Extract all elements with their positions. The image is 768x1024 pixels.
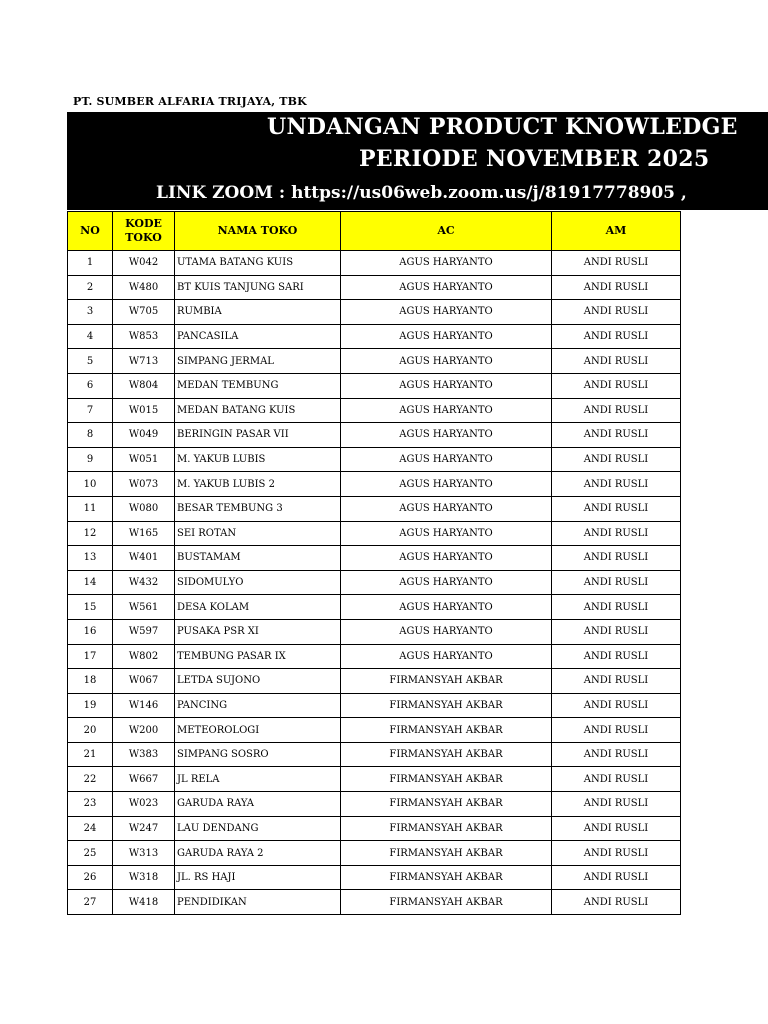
table-row (68, 521, 681, 546)
cell-no: 18 (68, 669, 113, 694)
cell-am: ANDI RUSLI (552, 324, 681, 349)
cell-ac: FIRMANSYAH AKBAR (341, 767, 552, 792)
cell-no: 20 (68, 718, 113, 743)
cell-kode-toko: W067 (113, 669, 175, 694)
cell-no: 13 (68, 546, 113, 571)
cell-kode-toko: W318 (113, 865, 175, 890)
cell-nama-toko: M. YAKUB LUBIS (175, 447, 341, 472)
table-row (68, 275, 681, 300)
table-row (68, 619, 681, 644)
store-table (67, 211, 681, 915)
cell-no: 5 (68, 349, 113, 374)
cell-nama-toko: JL. RS HAJI (175, 865, 341, 890)
cell-am: ANDI RUSLI (552, 644, 681, 669)
cell-am: ANDI RUSLI (552, 718, 681, 743)
cell-kode-toko: W853 (113, 324, 175, 349)
cell-no: 16 (68, 619, 113, 644)
cell-ac: FIRMANSYAH AKBAR (341, 841, 552, 866)
cell-nama-toko: GARUDA RAYA (175, 792, 341, 817)
cell-nama-toko: LETDA SUJONO (175, 669, 341, 694)
cell-kode-toko: W200 (113, 718, 175, 743)
table-row (68, 570, 681, 595)
table-row (68, 644, 681, 669)
cell-ac: FIRMANSYAH AKBAR (341, 890, 552, 915)
table-row (68, 251, 681, 276)
cell-nama-toko: SIMPANG SOSRO (175, 742, 341, 767)
cell-kode-toko: W247 (113, 816, 175, 841)
cell-ac: AGUS HARYANTO (341, 300, 552, 325)
cell-nama-toko: GARUDA RAYA 2 (175, 841, 341, 866)
cell-am: ANDI RUSLI (552, 693, 681, 718)
cell-kode-toko: W480 (113, 275, 175, 300)
cell-ac: AGUS HARYANTO (341, 546, 552, 571)
cell-am: ANDI RUSLI (552, 423, 681, 448)
cell-kode-toko: W802 (113, 644, 175, 669)
table-row (68, 693, 681, 718)
table-row (68, 349, 681, 374)
cell-kode-toko: W165 (113, 521, 175, 546)
table-row (68, 300, 681, 325)
cell-ac: AGUS HARYANTO (341, 349, 552, 374)
table-row (68, 546, 681, 571)
title-banner (67, 112, 768, 210)
cell-ac: AGUS HARYANTO (341, 398, 552, 423)
cell-am: ANDI RUSLI (552, 521, 681, 546)
cell-no: 4 (68, 324, 113, 349)
cell-kode-toko: W049 (113, 423, 175, 448)
cell-nama-toko: PANCING (175, 693, 341, 718)
cell-am: ANDI RUSLI (552, 398, 681, 423)
cell-no: 15 (68, 595, 113, 620)
cell-ac: FIRMANSYAH AKBAR (341, 693, 552, 718)
cell-no: 14 (68, 570, 113, 595)
cell-am: ANDI RUSLI (552, 841, 681, 866)
cell-am: ANDI RUSLI (552, 767, 681, 792)
cell-nama-toko: PUSAKA PSR XI (175, 619, 341, 644)
cell-kode-toko: W146 (113, 693, 175, 718)
cell-ac: FIRMANSYAH AKBAR (341, 742, 552, 767)
cell-no: 1 (68, 251, 113, 276)
cell-ac: AGUS HARYANTO (341, 423, 552, 448)
cell-ac: AGUS HARYANTO (341, 595, 552, 620)
cell-kode-toko: W073 (113, 472, 175, 497)
cell-nama-toko: M. YAKUB LUBIS 2 (175, 472, 341, 497)
cell-no: 3 (68, 300, 113, 325)
cell-nama-toko: BT KUIS TANJUNG SARI (175, 275, 341, 300)
cell-am: ANDI RUSLI (552, 595, 681, 620)
cell-kode-toko: W597 (113, 619, 175, 644)
table-row (68, 447, 681, 472)
cell-ac: AGUS HARYANTO (341, 521, 552, 546)
cell-kode-toko: W667 (113, 767, 175, 792)
table-row (68, 496, 681, 521)
cell-ac: AGUS HARYANTO (341, 275, 552, 300)
cell-am: ANDI RUSLI (552, 546, 681, 571)
cell-am: ANDI RUSLI (552, 619, 681, 644)
cell-nama-toko: METEOROLOGI (175, 718, 341, 743)
cell-kode-toko: W023 (113, 792, 175, 817)
table-row (68, 373, 681, 398)
cell-ac: AGUS HARYANTO (341, 570, 552, 595)
cell-kode-toko: W432 (113, 570, 175, 595)
table-row (68, 792, 681, 817)
table-row (68, 841, 681, 866)
cell-no: 27 (68, 890, 113, 915)
table-row (68, 742, 681, 767)
cell-ac: AGUS HARYANTO (341, 619, 552, 644)
cell-ac: AGUS HARYANTO (341, 447, 552, 472)
zoom-link: LINK ZOOM : https://us06web.zoom.us/j/81917778905 , (156, 183, 687, 203)
cell-am: ANDI RUSLI (552, 669, 681, 694)
cell-kode-toko: W401 (113, 546, 175, 571)
cell-ac: FIRMANSYAH AKBAR (341, 718, 552, 743)
cell-nama-toko: UTAMA BATANG KUIS (175, 251, 341, 276)
cell-am: ANDI RUSLI (552, 251, 681, 276)
cell-am: ANDI RUSLI (552, 472, 681, 497)
table-row (68, 865, 681, 890)
cell-no: 26 (68, 865, 113, 890)
cell-ac: AGUS HARYANTO (341, 251, 552, 276)
cell-am: ANDI RUSLI (552, 570, 681, 595)
cell-am: ANDI RUSLI (552, 792, 681, 817)
title-line-1: UNDANGAN PRODUCT KNOWLEDGE (267, 114, 738, 140)
table-row (68, 595, 681, 620)
cell-am: ANDI RUSLI (552, 742, 681, 767)
cell-nama-toko: JL RELA (175, 767, 341, 792)
cell-kode-toko: W042 (113, 251, 175, 276)
cell-no: 24 (68, 816, 113, 841)
cell-ac: FIRMANSYAH AKBAR (341, 669, 552, 694)
cell-am: ANDI RUSLI (552, 816, 681, 841)
cell-am: ANDI RUSLI (552, 890, 681, 915)
column-header-am: AM (552, 212, 681, 251)
cell-no: 7 (68, 398, 113, 423)
cell-ac: AGUS HARYANTO (341, 496, 552, 521)
cell-no: 21 (68, 742, 113, 767)
cell-ac: FIRMANSYAH AKBAR (341, 865, 552, 890)
cell-no: 25 (68, 841, 113, 866)
cell-kode-toko: W051 (113, 447, 175, 472)
cell-am: ANDI RUSLI (552, 496, 681, 521)
table-row (68, 423, 681, 448)
table-row (68, 669, 681, 694)
cell-nama-toko: RUMBIA (175, 300, 341, 325)
cell-kode-toko: W313 (113, 841, 175, 866)
cell-no: 19 (68, 693, 113, 718)
table-row (68, 324, 681, 349)
table-row (68, 767, 681, 792)
column-header-ac: AC (341, 212, 552, 251)
cell-nama-toko: MEDAN BATANG KUIS (175, 398, 341, 423)
column-header-no: NO (68, 212, 113, 251)
cell-no: 10 (68, 472, 113, 497)
table-row (68, 890, 681, 915)
cell-nama-toko: BESAR TEMBUNG 3 (175, 496, 341, 521)
cell-kode-toko: W080 (113, 496, 175, 521)
table-row (68, 472, 681, 497)
cell-nama-toko: SIDOMULYO (175, 570, 341, 595)
cell-am: ANDI RUSLI (552, 447, 681, 472)
table-row (68, 816, 681, 841)
title-line-2: PERIODE NOVEMBER 2025 (359, 146, 710, 172)
cell-nama-toko: LAU DENDANG (175, 816, 341, 841)
cell-ac: AGUS HARYANTO (341, 373, 552, 398)
cell-nama-toko: BUSTAMAM (175, 546, 341, 571)
cell-nama-toko: TEMBUNG PASAR IX (175, 644, 341, 669)
cell-ac: FIRMANSYAH AKBAR (341, 792, 552, 817)
cell-ac: AGUS HARYANTO (341, 324, 552, 349)
cell-kode-toko: W418 (113, 890, 175, 915)
cell-no: 2 (68, 275, 113, 300)
cell-ac: AGUS HARYANTO (341, 644, 552, 669)
cell-kode-toko: W804 (113, 373, 175, 398)
company-name: PT. SUMBER ALFARIA TRIJAYA, TBK (73, 95, 307, 108)
table-row (68, 718, 681, 743)
cell-nama-toko: MEDAN TEMBUNG (175, 373, 341, 398)
cell-nama-toko: SIMPANG JERMAL (175, 349, 341, 374)
cell-kode-toko: W383 (113, 742, 175, 767)
cell-kode-toko: W561 (113, 595, 175, 620)
cell-no: 12 (68, 521, 113, 546)
cell-no: 22 (68, 767, 113, 792)
cell-nama-toko: PANCASILA (175, 324, 341, 349)
column-header-nama-toko: NAMA TOKO (175, 212, 341, 251)
cell-kode-toko: W015 (113, 398, 175, 423)
table-body (68, 251, 681, 915)
cell-ac: FIRMANSYAH AKBAR (341, 816, 552, 841)
cell-no: 23 (68, 792, 113, 817)
cell-nama-toko: SEI ROTAN (175, 521, 341, 546)
cell-no: 9 (68, 447, 113, 472)
table-row (68, 398, 681, 423)
column-header-kode-toko: KODE TOKO (113, 212, 175, 251)
cell-am: ANDI RUSLI (552, 275, 681, 300)
cell-no: 8 (68, 423, 113, 448)
cell-no: 17 (68, 644, 113, 669)
cell-kode-toko: W713 (113, 349, 175, 374)
cell-am: ANDI RUSLI (552, 349, 681, 374)
cell-nama-toko: BERINGIN PASAR VII (175, 423, 341, 448)
cell-kode-toko: W705 (113, 300, 175, 325)
cell-am: ANDI RUSLI (552, 300, 681, 325)
cell-no: 11 (68, 496, 113, 521)
cell-nama-toko: DESA KOLAM (175, 595, 341, 620)
cell-nama-toko: PENDIDIKAN (175, 890, 341, 915)
cell-no: 6 (68, 373, 113, 398)
table-header-row (68, 212, 681, 251)
cell-am: ANDI RUSLI (552, 373, 681, 398)
cell-ac: AGUS HARYANTO (341, 472, 552, 497)
cell-am: ANDI RUSLI (552, 865, 681, 890)
